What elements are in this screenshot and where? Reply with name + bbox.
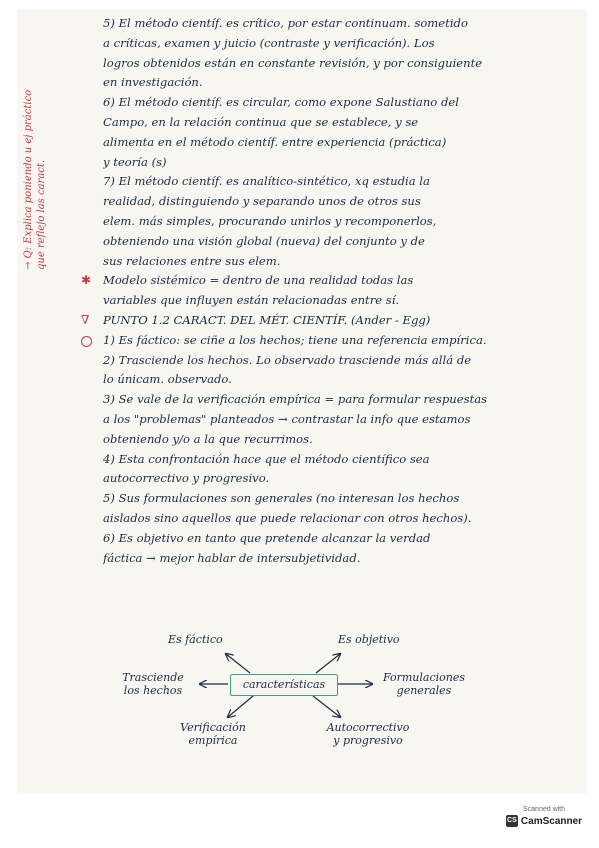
note-line: lo únicam. observado. bbox=[103, 372, 232, 387]
bullet-marker: ∇ bbox=[81, 312, 90, 327]
note-line: logros obtenidos están en constante revisión, y por consiguiente bbox=[103, 55, 483, 70]
note-line: 7) El método científ. es analítico-sintético, xq estudia la bbox=[103, 174, 430, 189]
note-line: a los "problemas" planteados → contrastar la info que estamos bbox=[103, 411, 471, 426]
center-box-caracteristicas: características bbox=[230, 674, 338, 696]
handwritten-notes bbox=[81, 14, 579, 568]
margin-note-line: → Q: Explica poniendo u ej práctico bbox=[23, 89, 34, 270]
note-line: 6) Es objetivo en tanto que pretende alcanzar la verdad bbox=[103, 530, 431, 545]
camscanner-watermark bbox=[504, 806, 584, 827]
note-line: realidad, distinguiendo y separando unos de otros sus bbox=[103, 194, 421, 209]
label-formulaciones bbox=[374, 671, 474, 697]
label-verificacion bbox=[168, 721, 258, 747]
note-paragraph bbox=[103, 489, 579, 568]
note-paragraph bbox=[81, 311, 579, 331]
note-line: 2) Trasciende los hechos. Lo observado trasciende más allá de bbox=[103, 352, 472, 367]
note-line: sus relaciones entre sus elem. bbox=[103, 253, 281, 268]
note-paragraph bbox=[103, 390, 579, 449]
note-line: aislados sino aquellos que puede relacionar con otros hechos). bbox=[103, 510, 472, 525]
note-line: elem. más simples, procurando unirlos y recomponerlos, bbox=[103, 213, 437, 228]
note-line: obteniendo una visión global (nueva) del conjunto y de bbox=[103, 233, 425, 248]
circle-bullet-icon bbox=[81, 336, 92, 347]
note-line: obteniendo y/o a la que recurrimos. bbox=[103, 431, 313, 446]
arrow-bottom-right bbox=[313, 696, 340, 717]
note-paragraph bbox=[103, 172, 579, 271]
arrow-top-right bbox=[316, 654, 340, 673]
scanned-with-label: Scanned with bbox=[522, 806, 566, 813]
label-autocorrectivo bbox=[318, 721, 418, 747]
margin-note bbox=[22, 30, 82, 270]
note-line: variables que influyen están relacionadas entre sí. bbox=[103, 293, 400, 308]
note-paragraph bbox=[103, 450, 579, 490]
label-line: Autocorrectivo bbox=[326, 721, 410, 734]
note-line: y teoría (s) bbox=[103, 154, 167, 169]
characteristics-diagram bbox=[18, 625, 586, 765]
label-es-objetivo: Es objetivo bbox=[338, 633, 400, 646]
note-paragraph bbox=[81, 271, 579, 311]
note-line: autocorrectivo y progresivo. bbox=[103, 471, 270, 486]
label-line: los hechos bbox=[123, 684, 183, 697]
note-line: a críticas, examen y juicio (contraste y verificación). Los bbox=[103, 35, 435, 50]
note-line: 4) Esta confrontación hace que el método científico sea bbox=[103, 451, 430, 466]
label-line: Formulaciones bbox=[382, 671, 466, 684]
camscanner-logo-icon: CS bbox=[506, 815, 518, 827]
label-line: Verificación bbox=[180, 721, 246, 734]
note-line: Modelo sistémico = dentro de una realidad todas las bbox=[103, 273, 414, 288]
note-line: alimenta en el método científ. entre experiencia (práctica) bbox=[103, 134, 447, 149]
note-line: 5) El método científ. es crítico, por estar continuam. sometido bbox=[103, 16, 468, 30]
arrow-top-left bbox=[226, 654, 250, 673]
note-line: en investigación. bbox=[103, 75, 203, 90]
note-line: fáctica → mejor hablar de intersubjetividad. bbox=[103, 550, 361, 565]
note-paragraph bbox=[103, 331, 579, 390]
bullet-marker: ✱ bbox=[81, 273, 92, 288]
label-line: Trasciende bbox=[122, 671, 184, 684]
note-line: 3) Se vale de la verificación empírica = para formular respuestas bbox=[103, 392, 488, 407]
label-line: y progresivo bbox=[333, 734, 403, 747]
arrow-bottom-left bbox=[228, 696, 253, 717]
note-paragraph bbox=[103, 93, 579, 172]
label-trasciende bbox=[108, 671, 198, 697]
label-line: generales bbox=[396, 684, 452, 697]
note-line: 6) El método científ. es circular, como expone Salustiano del bbox=[103, 95, 459, 110]
label-line: empírica bbox=[188, 734, 238, 747]
camscanner-name: CamScanner bbox=[520, 815, 583, 827]
note-line: Campo, en la relación continua que se establece, y se bbox=[103, 114, 419, 129]
note-line: 1) Es fáctico: se ciñe a los hechos; tiene una referencia empírica. bbox=[103, 332, 487, 347]
note-line: PUNTO 1.2 CARACT. DEL MÉT. CIENTÍF. (Ander - Egg) bbox=[103, 312, 431, 327]
label-es-factico: Es fáctico bbox=[168, 633, 223, 646]
note-paragraph bbox=[103, 14, 579, 93]
margin-note-line: que reflejo las caract. bbox=[36, 159, 47, 270]
note-line: 5) Sus formulaciones son generales (no interesan los hechos bbox=[103, 491, 460, 506]
